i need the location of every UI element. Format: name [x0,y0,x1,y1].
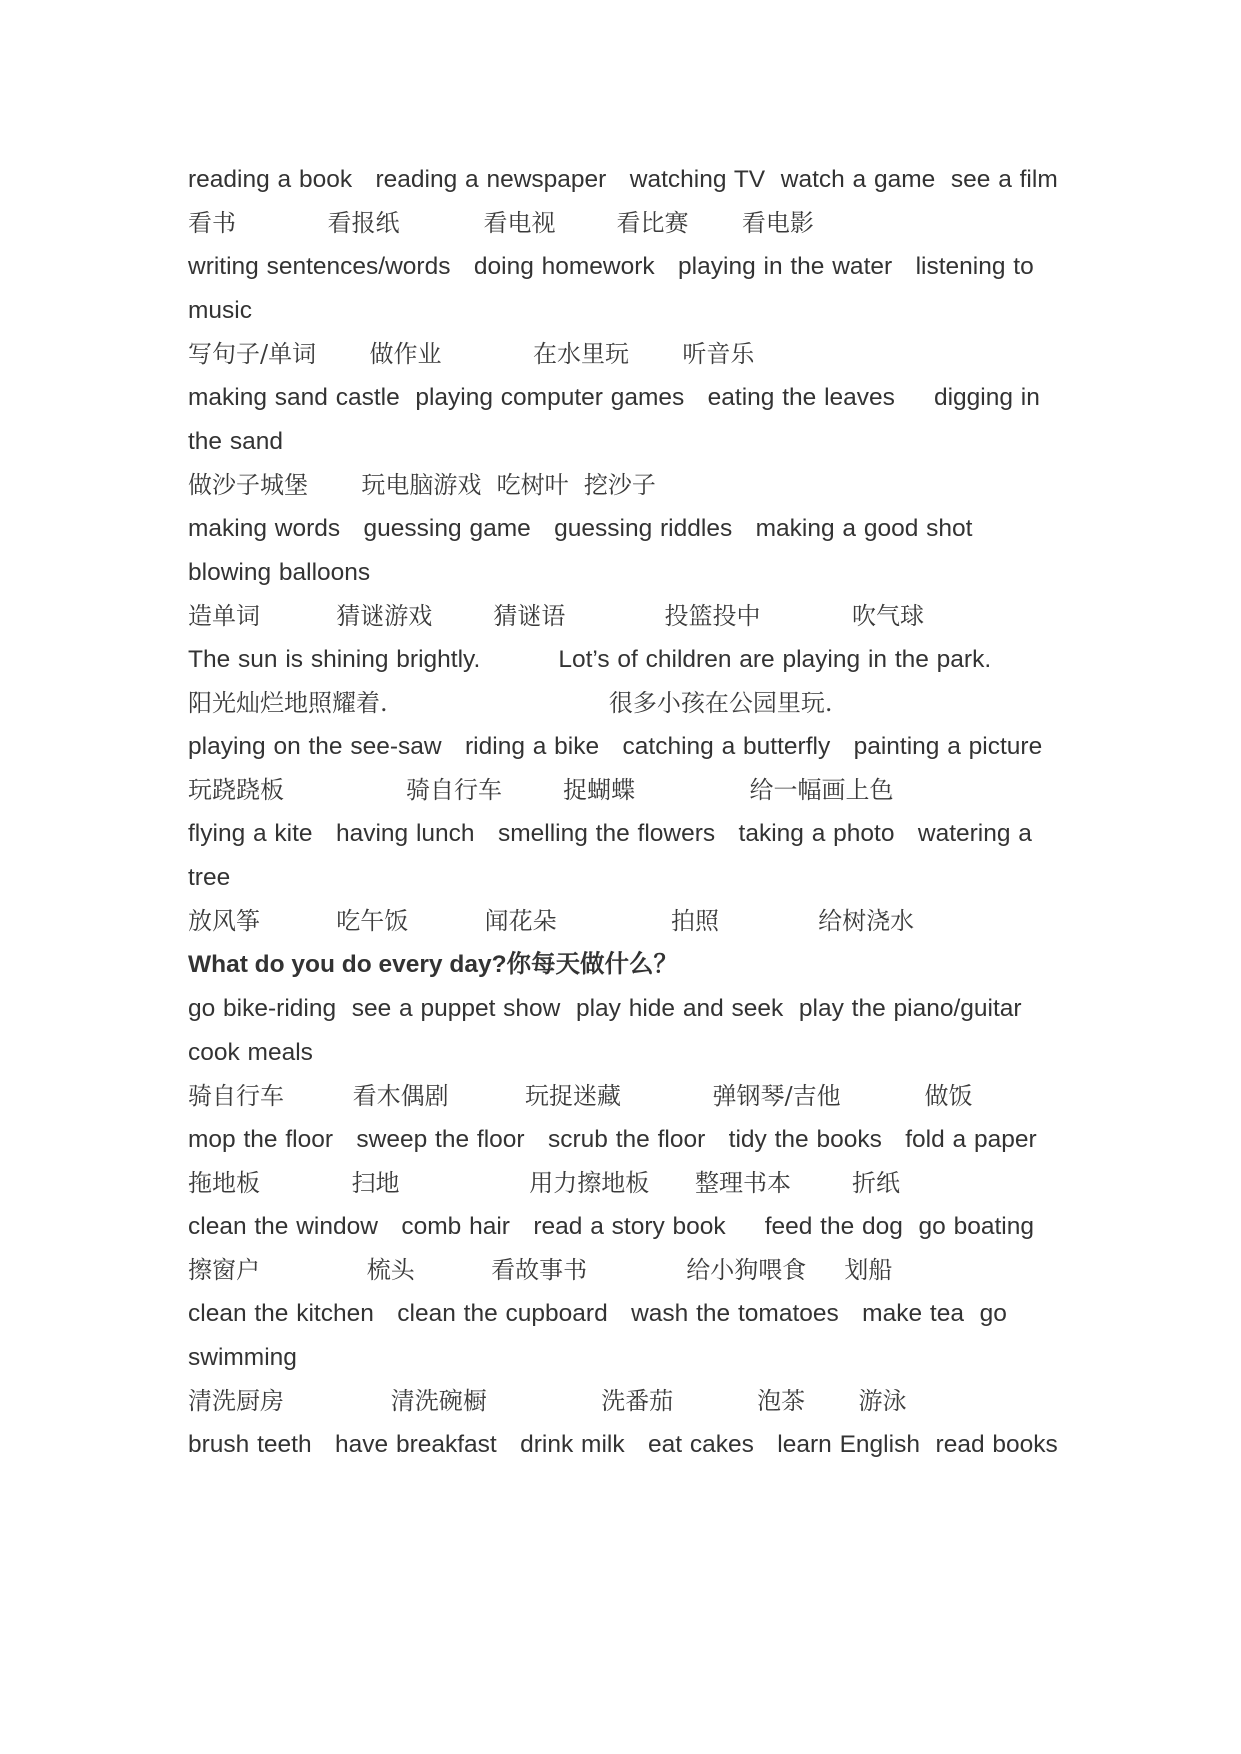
english-line: flying a kite having lunch smelling the flowers taking a photo watering a tree [188,820,1040,891]
english-line: making words guessing game guessing riddles making a good shot blowing balloons [188,515,996,586]
english-line: reading a book reading a newspaper watching TV watch a game see a film [188,166,1058,193]
english-line: clean the window comb hair read a story book feed the dog go boating [188,1213,1034,1240]
chinese-line: 擦窗户 梳头 看故事书 给小狗喂食 划船 [188,1256,893,1284]
chinese-line: 做沙子城堡 玩电脑游戏 吃树叶 挖沙子 [188,471,656,499]
vocabulary-list [188,158,1068,1467]
chinese-line: 看书 看报纸 看电视 看比赛 看电影 [188,209,814,237]
english-line: making sand castle playing computer games eating the leaves digging in the sand [188,384,1048,455]
english-line: brush teeth have breakfast drink milk eat cakes learn English read books [188,1431,1058,1458]
english-line: go bike-riding see a puppet show play hide and seek play the piano/guitar cook meals [188,995,1038,1066]
english-line: mop the floor sweep the floor scrub the floor tidy the books fold a paper [188,1126,1037,1153]
chinese-line: 清洗厨房 清洗碗橱 洗番茄 泡茶 游泳 [188,1387,907,1415]
chinese-line: 骑自行车 看木偶剧 玩捉迷藏 弹钢琴/吉他 做饭 [188,1082,973,1110]
english-line: The sun is shining brightly. Lot’s of children are playing in the park. [188,646,992,673]
english-line: playing on the see-saw riding a bike catching a butterfly painting a picture [188,733,1043,760]
english-line: writing sentences/words doing homework playing in the water listening to music [188,253,1042,324]
chinese-line: 写句子/单词 做作业 在水里玩 听音乐 [188,340,755,368]
chinese-line: 阳光灿烂地照耀着. 很多小孩在公园里玩. [188,689,833,717]
chinese-line: 拖地板 扫地 用力擦地板 整理书本 折纸 [188,1169,901,1197]
chinese-line: 放风筝 吃午饭 闻花朵 拍照 给树浇水 [188,907,915,935]
chinese-line: 造单词 猜谜游戏 猜谜语 投篮投中 吹气球 [188,602,925,630]
chinese-line: 玩跷跷板 骑自行车 捉蝴蝶 给一幅画上色 [188,776,894,804]
english-line: clean the kitchen clean the cupboard wash the tomatoes make tea go swimming [188,1300,1015,1371]
section-heading: What do you do every day?你每天做什么？ [188,951,679,978]
